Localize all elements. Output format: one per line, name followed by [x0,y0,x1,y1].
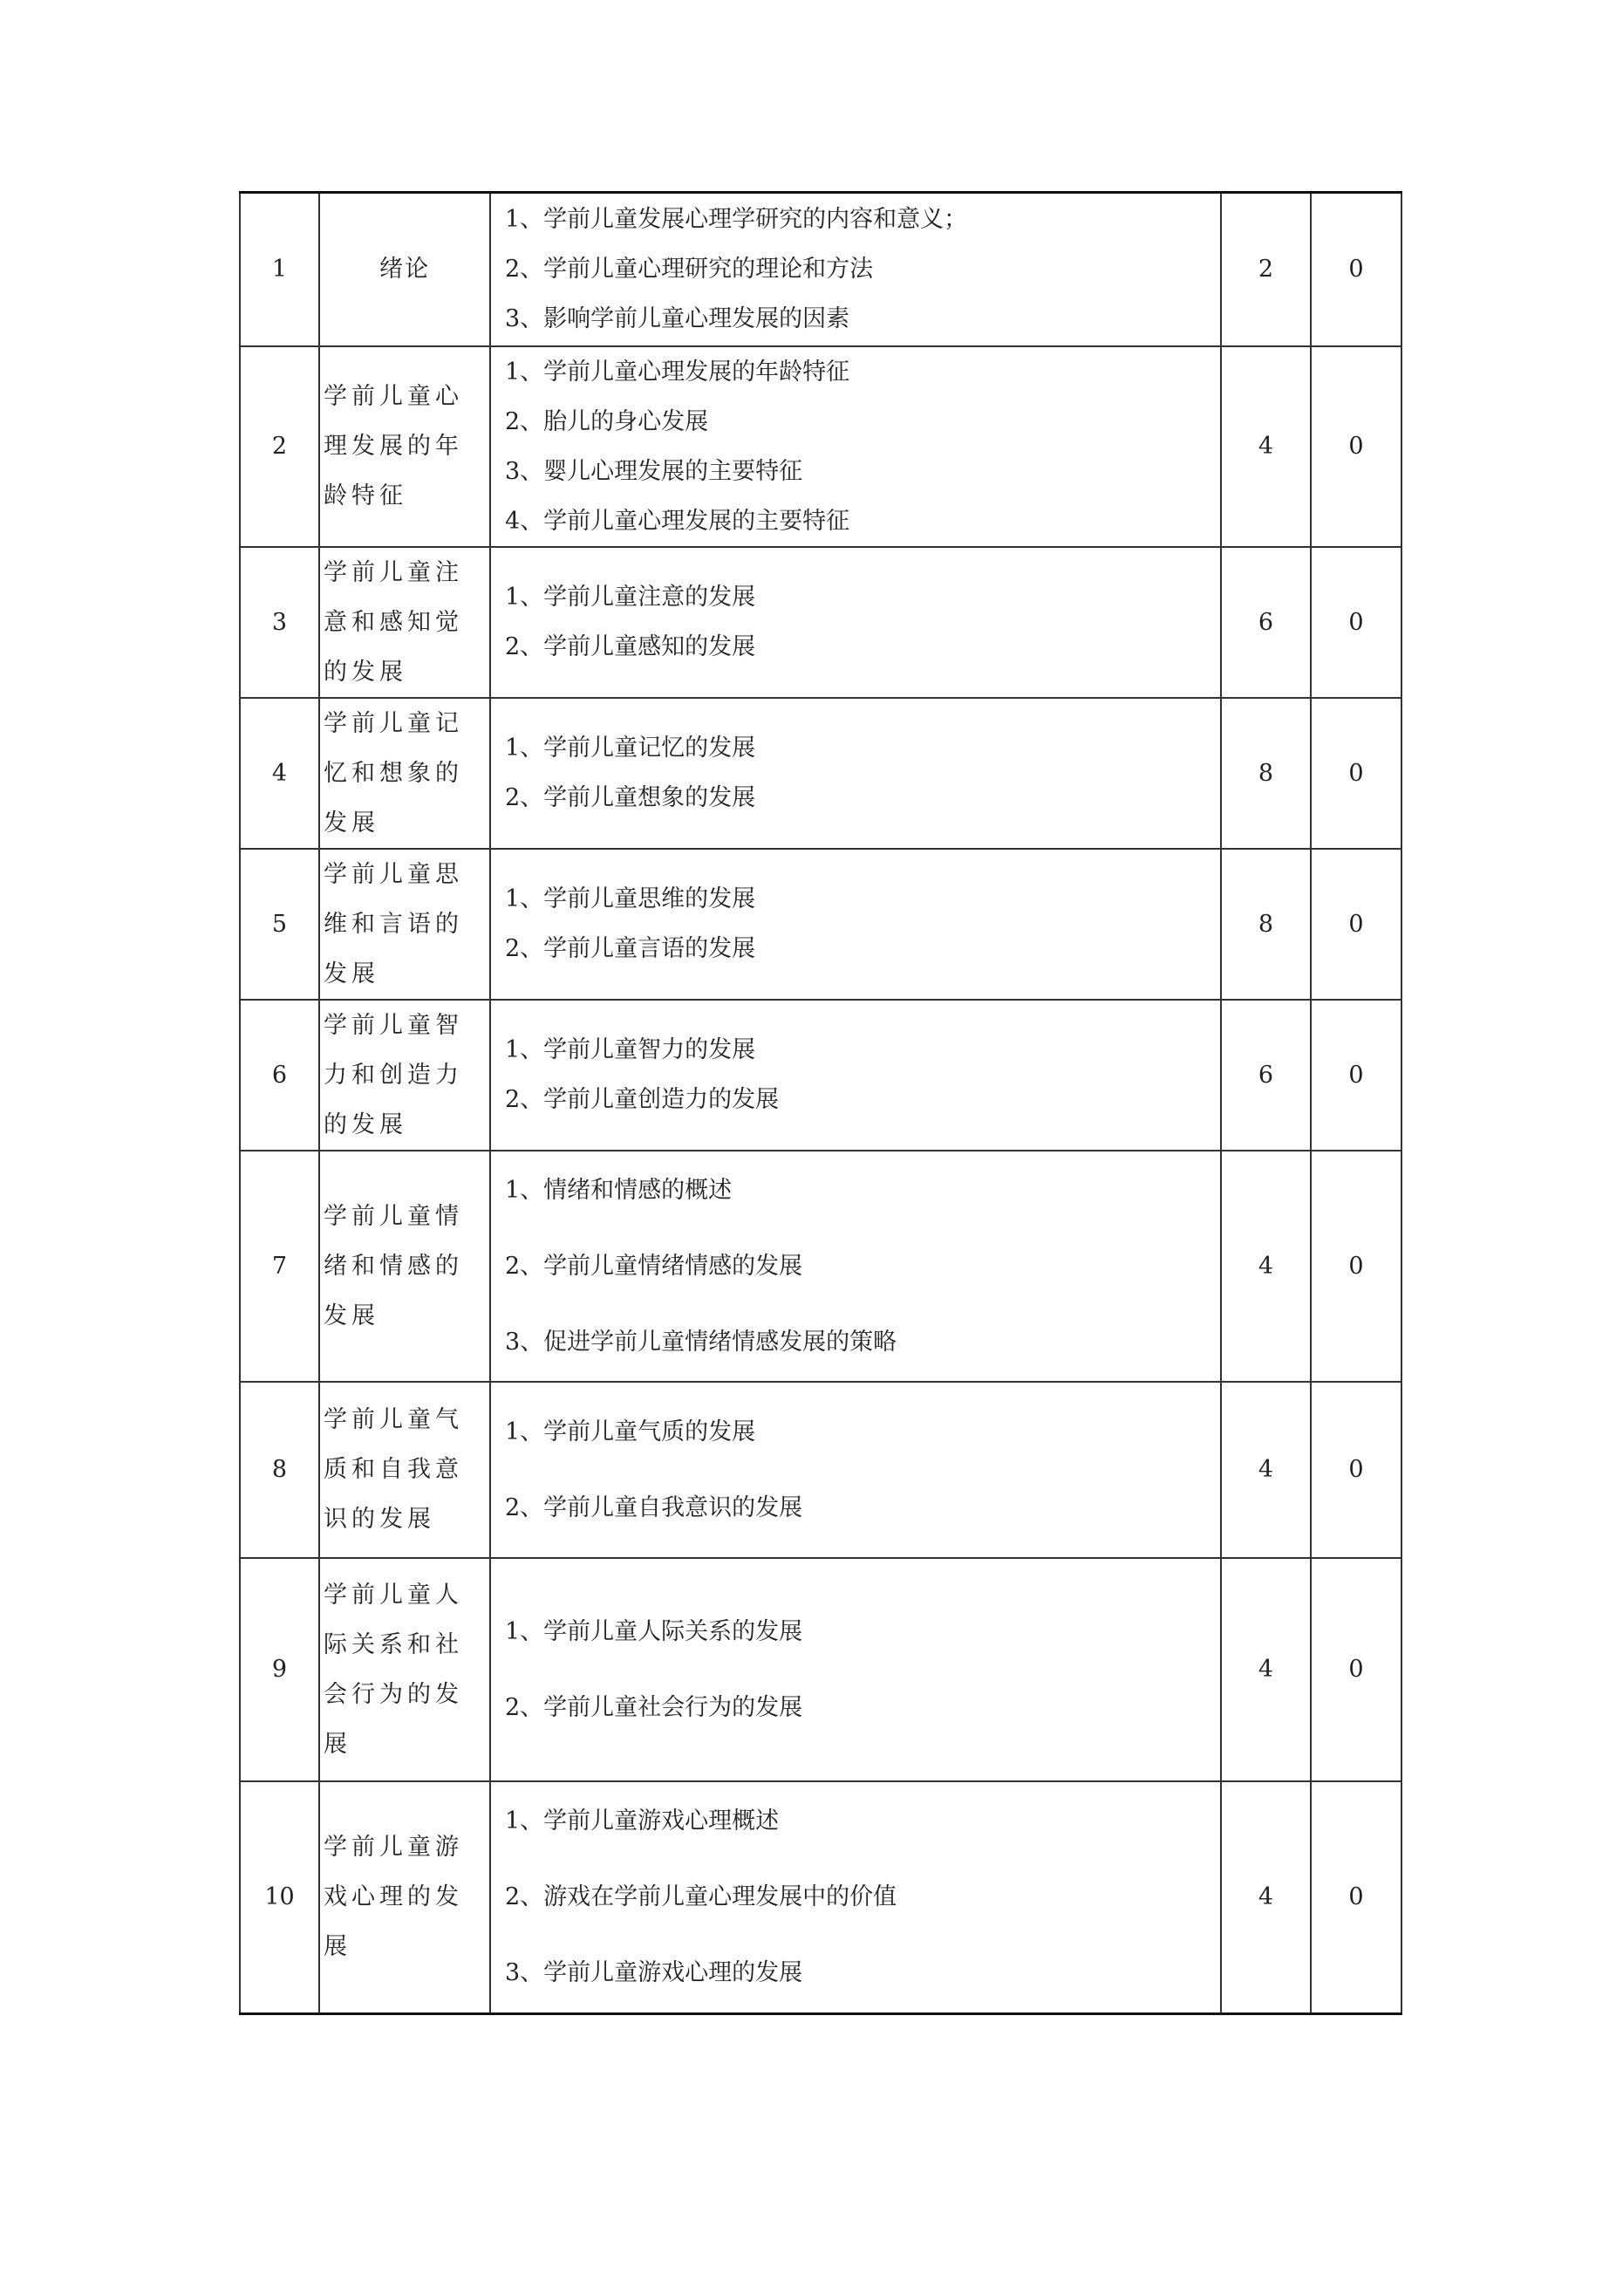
content-item: 2、学前儿童创造力的发展 [505,1086,780,1113]
table-row [240,547,1401,698]
content-list [491,1025,1220,1124]
content-item: 3、学前儿童游戏心理的发展 [505,1959,803,1987]
chapter-title: 学前儿童智力和创造力的发展 [324,1011,463,1138]
chapter-cell [319,193,490,346]
content-item: 1、学前儿童发展心理学研究的内容和意义； [505,206,968,234]
content-item: 2、学前儿童社会行为的发展 [505,1693,803,1721]
row-number: 8 [240,1382,319,1558]
table-row [240,346,1401,547]
table-row [240,698,1401,849]
row-number: 2 [240,346,319,547]
lecture-hours: 4 [1221,1382,1311,1558]
content-item: 1、学前儿童人际关系的发展 [505,1617,803,1645]
content-list [491,1783,1220,2011]
content-cell [490,547,1221,698]
content-list [491,572,1220,672]
content-item: 2、游戏在学前儿童心理发展中的价值 [505,1883,897,1911]
table-row [240,1151,1401,1382]
table-row [240,1000,1401,1151]
practice-hours: 0 [1311,547,1401,698]
lecture-hours: 8 [1221,698,1311,849]
content-cell [490,1781,1221,2014]
practice-hours: 0 [1311,849,1401,1000]
content-item: 1、学前儿童游戏心理概述 [505,1807,780,1835]
content-item: 1、学前儿童智力的发展 [505,1036,756,1063]
row-number: 6 [240,1000,319,1151]
chapter-cell [319,1151,490,1382]
content-list [491,195,1220,344]
chapter-title: 学前儿童人际关系和社会行为的发展 [324,1581,463,1758]
table-row [240,849,1401,1000]
content-item: 2、学前儿童想象的发展 [505,784,756,811]
chapter-title: 绪论 [379,256,430,284]
content-cell [490,346,1221,547]
content-list [491,1594,1220,1746]
content-item: 1、学前儿童心理发展的年龄特征 [505,358,850,386]
content-cell [490,849,1221,1000]
practice-hours: 0 [1311,346,1401,547]
practice-hours: 0 [1311,1558,1401,1781]
content-item: 1、学前儿童记忆的发展 [505,735,756,762]
lecture-hours: 8 [1221,849,1311,1000]
content-cell [490,193,1221,346]
chapter-title: 学前儿童心理发展的年龄特征 [324,383,463,509]
chapter-cell [319,849,490,1000]
content-item: 3、影响学前儿童心理发展的因素 [505,305,850,333]
content-item: 2、胎儿的身心发展 [505,407,709,435]
lecture-hours: 4 [1221,1151,1311,1382]
row-number: 5 [240,849,319,1000]
practice-hours: 0 [1311,1000,1401,1151]
content-item: 4、学前儿童心理发展的主要特征 [505,507,850,535]
content-cell [490,1151,1221,1382]
row-number: 1 [240,193,319,346]
chapter-cell [319,547,490,698]
practice-hours: 0 [1311,1151,1401,1382]
chapter-title: 学前儿童游戏心理的发展 [324,1834,463,1961]
content-item: 2、学前儿童感知的发展 [505,633,756,660]
chapter-cell [319,1781,490,2014]
content-item: 3、促进学前儿童情绪情感发展的策略 [505,1328,897,1356]
practice-hours: 0 [1311,193,1401,346]
content-list [491,1394,1220,1546]
content-item: 2、学前儿童情绪情感的发展 [505,1252,803,1280]
table-row [240,1781,1401,2014]
row-number: 10 [240,1781,319,2014]
content-cell [490,1382,1221,1558]
content-item: 1、学前儿童气质的发展 [505,1418,756,1445]
table-row [240,193,1401,346]
content-item: 2、学前儿童言语的发展 [505,935,756,962]
chapter-cell [319,1382,490,1558]
content-item: 3、婴儿心理发展的主要特征 [505,457,803,485]
content-cell [490,1558,1221,1781]
chapter-title: 学前儿童记忆和想象的发展 [324,709,463,837]
content-item: 2、学前儿童自我意识的发展 [505,1493,803,1521]
content-cell [490,1000,1221,1151]
chapter-cell [319,1558,490,1781]
course-schedule-table [239,191,1402,2015]
content-list [491,347,1220,546]
content-item: 1、学前儿童思维的发展 [505,885,756,912]
row-number: 4 [240,698,319,849]
lecture-hours: 6 [1221,547,1311,698]
lecture-hours: 4 [1221,346,1311,547]
lecture-hours: 2 [1221,193,1311,346]
content-cell [490,698,1221,849]
content-list [491,723,1220,823]
chapter-cell [319,698,490,849]
content-item: 2、学前儿童心理研究的理论和方法 [505,256,874,284]
content-list [491,874,1220,974]
table-row [240,1382,1401,1558]
practice-hours: 0 [1311,1382,1401,1558]
lecture-hours: 6 [1221,1000,1311,1151]
table-row [240,1558,1401,1781]
chapter-title: 学前儿童注意和感知觉的发展 [324,558,463,686]
chapter-cell [319,1000,490,1151]
chapter-title: 学前儿童气质和自我意识的发展 [324,1406,463,1533]
row-number: 3 [240,547,319,698]
content-list [491,1152,1220,1380]
chapter-title: 学前儿童情绪和情感的发展 [324,1202,463,1329]
lecture-hours: 4 [1221,1558,1311,1781]
row-number: 9 [240,1558,319,1781]
chapter-cell [319,346,490,547]
content-item: 1、学前儿童注意的发展 [505,584,756,611]
lecture-hours: 4 [1221,1781,1311,2014]
row-number: 7 [240,1151,319,1382]
content-item: 1、情绪和情感的概述 [505,1176,733,1204]
practice-hours: 0 [1311,698,1401,849]
practice-hours: 0 [1311,1781,1401,2014]
chapter-title: 学前儿童思维和言语的发展 [324,860,463,987]
